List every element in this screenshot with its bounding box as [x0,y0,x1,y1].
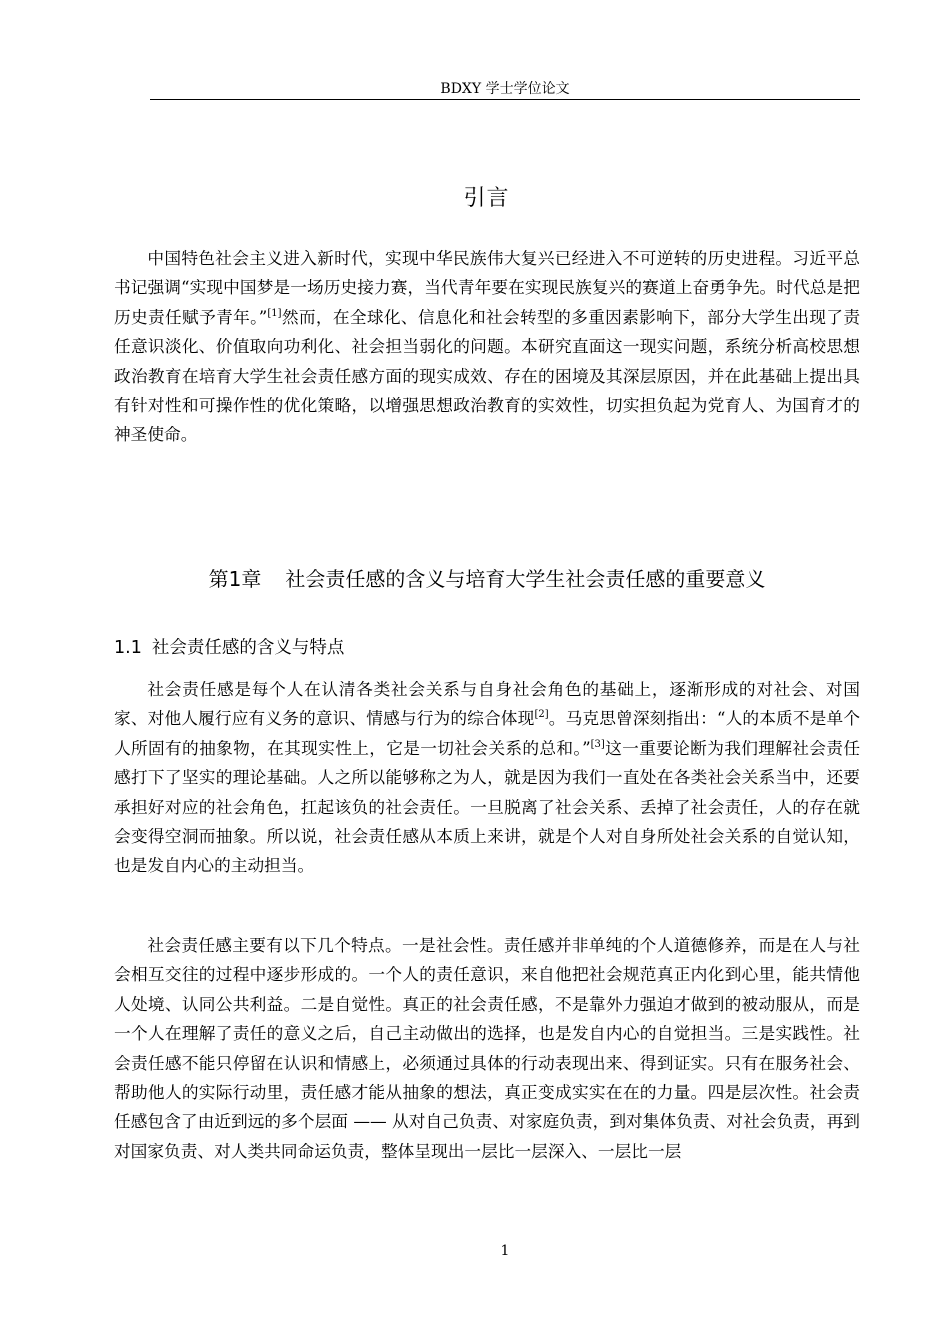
citation-2: [2] [534,709,549,721]
page-number: 1 [500,1243,510,1259]
body-paragraph-2: 社会责任感主要有以下几个特点。一是社会性。责任感并非单纯的个人道德修养，而是在人与社会相互交往的过程中逐步形成的。一个人的责任意识，来自他把社会规范真正内化到心里，能共情他人处境、认同公共利益。二是自觉性。真正的社会责任感，不是靠外力强迫才做到的被动服从，而是一个人在理解了责任的意义之后，自己主动做出的选择，也是发自内心的自觉担当。三是实践性。社会责任感不能只停留在认识和情感上，必须通过具体的行动表现出来、得到证实。只有在服务社会、帮助他人的实际行动里，责任感才能从抽象的想法，真正变成实实在在的力量。四是层次性。社会责任感包含了由近到远的多个层面 —— 从对自己负责、对家庭负责，到对集体负责、对社会负责，再到对国家负责、对人类共同命运负责，整体呈现出一层比一层深入、一层比一层 [114,935,860,1161]
body-text-1a: 社会责任感是每个人在认清各类社会关系与自身社会角色的基础上，逐渐形成的对社会、对国家、对他人履行应有义务的意识、情感与行为的综合体现 [114,679,860,729]
chapter-title-text: 社会责任感的含义与培育大学生社会责任感的重要意义 [285,567,766,591]
chapter-title [114,563,860,592]
section-title [114,634,860,659]
intro-text-1: 中国特色社会主义进入新时代，实现中华民族伟大复兴已经进入不可逆转的历史进程。习近平总书记强调“实现中国梦是一场历史接力赛，当代青年要在实现民族复兴的赛道上奋勇争先。时代总是把历史责任赋予青年。” [114,248,860,327]
citation-1: [1] [267,307,282,319]
citation-3: [3] [590,738,605,750]
section-number: 1.1 [114,638,142,658]
body-text-1c: 这一重要论断为我们理解社会责任感打下了坚实的理论基础。人之所以能够称之为人，就是因为我们一直处在各类社会关系当中，还要承担好对应的社会角色，扛起该负的社会责任。一旦脱离了社会关系、丢掉了社会责任，人的存在就会变得空洞而抽象。所以说，社会责任感从本质上来讲，就是个人对自身所处社会关系的自觉认知，也是发自内心的主动担当。 [114,737,861,876]
body-paragraph-1 [114,675,860,881]
section-title-text: 社会责任感的含义与特点 [151,638,345,658]
running-header: BDXY 学士学位论文 [440,81,570,97]
header-rule [150,99,860,100]
intro-title: 引言 [463,186,510,211]
intro-text-2: 然而，在全球化、信息化和社会转型的多重因素影响下，部分大学生出现了责任意识淡化、价值取向功利化、社会担当弱化的问题。本研究直面这一现实问题，系统分析高校思想政治教育在培育大学生社会责任感方面的现实成效、存在的困境及其深层原因，并在此基础上提出具有针对性和可操作性的优化策略，以增强思想政治教育的实效性，切实担负起为党育人、为国育才的神圣使命。 [114,306,861,445]
chapter-number: 第1章 [208,567,262,591]
body-text-1b: 。马克思曾深刻指出：“人的本质不是单个人所固有的抽象物，在其现实性上，它是一切社会关系的总和。” [114,708,861,758]
intro-paragraph [114,244,860,450]
